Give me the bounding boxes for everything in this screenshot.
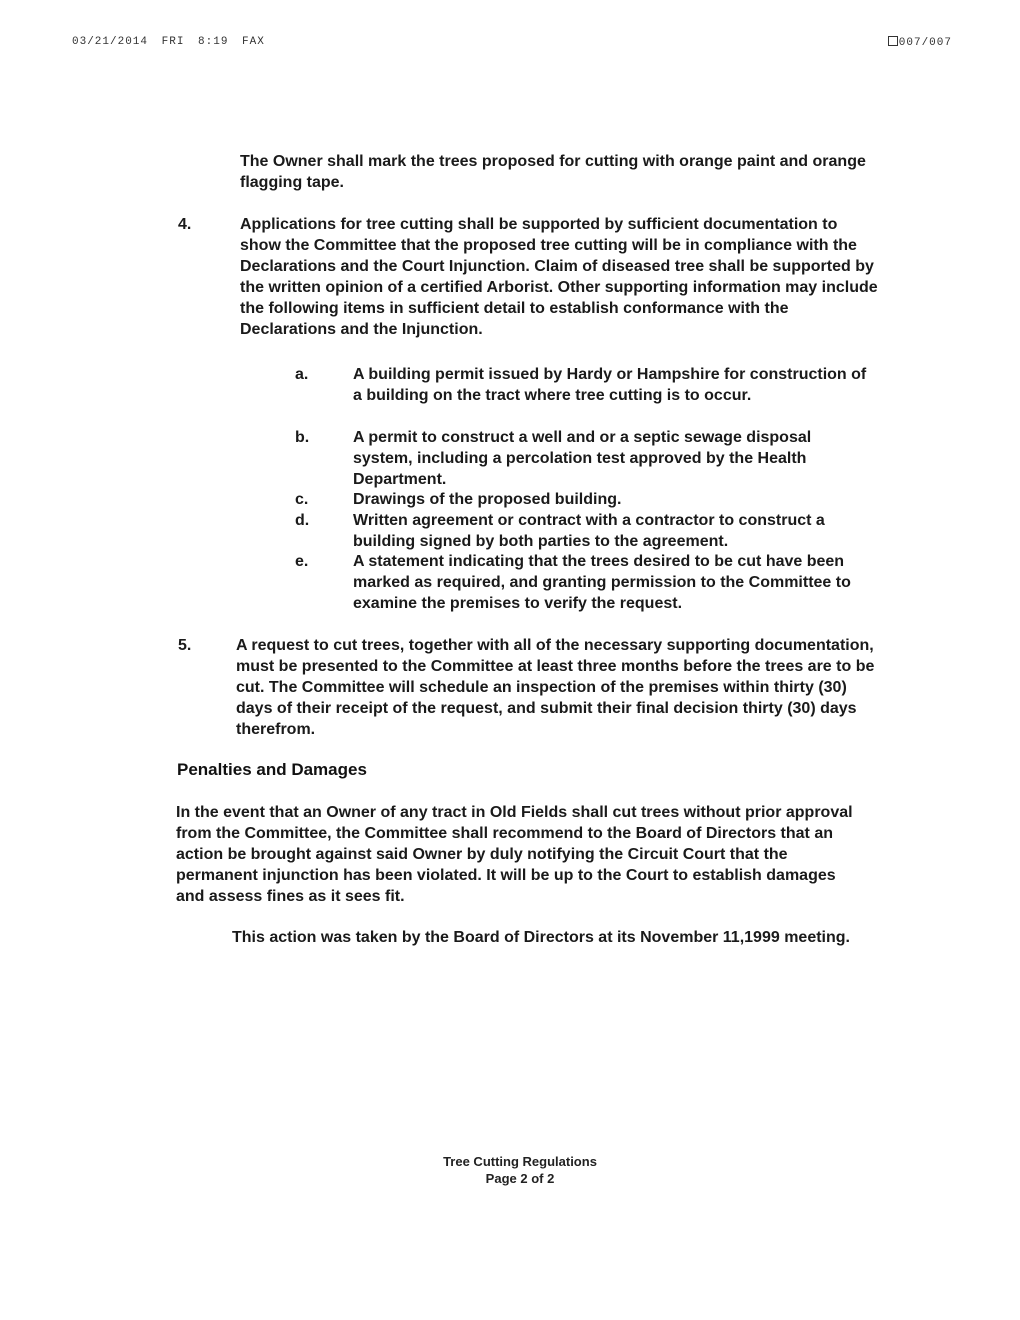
fax-header-page-count [888,36,952,49]
section-heading: Penalties and Damages [177,760,367,779]
penalties-paragraph: In the event that an Owner of any tract in Old Fields shall cut trees without prior approval from the Committee, the Committee shall recommend to the Board of Directors that an action be brought against said Owner by duly notifying the Circuit Court that the permanent injunction has been violated. It will be up to the Court to establish damages and assess fines as it sees fit. [176,804,853,905]
subitem-letter: d. [295,512,310,529]
subitem-letter: e. [295,553,309,570]
checkbox-icon [888,36,898,46]
fax-page-number: 007/007 [898,37,952,49]
subitem-text: A building permit issued by Hardy or Hampshire for construction of a building on the tract where tree cutting is to occur. [353,366,867,404]
intro-paragraph: The Owner shall mark the trees proposed for cutting with orange paint and orange flagging tape. [240,153,866,191]
fax-header-date-time: 03/21/2014 FRI 8:19 FAX [72,36,265,48]
subitem-text: Written agreement or contract with a contractor to construct a building signed by both parties to the agreement. [353,512,825,550]
item-number: 4. [178,216,192,233]
subitem-letter: c. [295,491,309,508]
subitem-text: Drawings of the proposed building. [353,491,622,508]
item-text: A request to cut trees, together with all of the necessary supporting documentation, must be presented to the Committee at least three months before the trees are to be cut. The Committee will schedule an inspection of the premises within thirty (30) days of their receipt of the request, and submit their final decision thirty (30) days therefrom. [236,637,875,738]
subitem-text: A statement indicating that the trees desired to be cut have been marked as required, and granting permission to the Committee to examine the premises to verify the request. [353,553,851,612]
footer-title: Tree Cutting Regulations [443,1154,597,1169]
page-footer [400,1153,640,1187]
subitem-letter: a. [295,366,309,383]
fax-header [72,36,952,56]
subitem-letter: b. [295,429,310,446]
action-note: This action was taken by the Board of Directors at its November 11,1999 meeting. [232,929,850,946]
item-number: 5. [178,637,192,654]
subitem-text: A permit to construct a well and or a septic sewage disposal system, including a percolation test approved by the Health Department. [353,429,812,488]
footer-page-number: Page 2 of 2 [485,1171,555,1186]
item-text: Applications for tree cutting shall be supported by sufficient documentation to show the Committee that the proposed tree cutting will be in compliance with the Declarations and the Court Injunction. Claim of diseased tree shall be supported by the written opinion of a certified Arborist. Other supporting information may include the following items in sufficient detail to establish conformance with the Declarations and the Injunction. [240,216,878,338]
